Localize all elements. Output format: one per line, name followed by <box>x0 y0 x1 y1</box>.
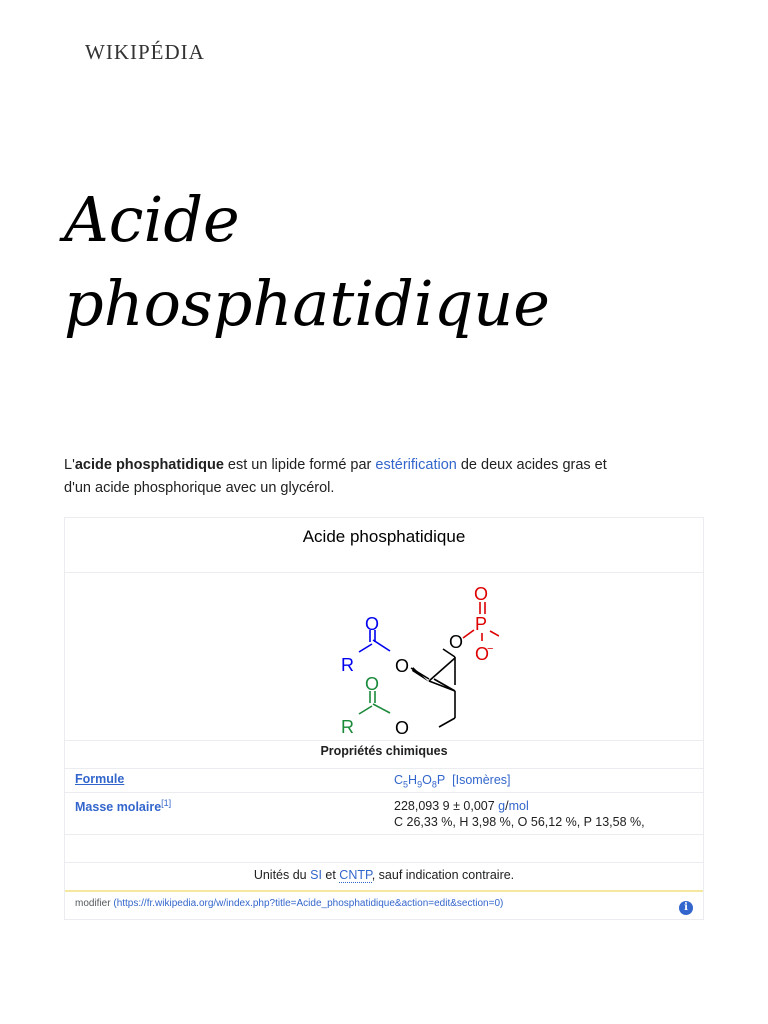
link-lipide[interactable]: lipide <box>271 457 306 473</box>
intro-text: L' <box>64 457 75 473</box>
atom-label: O <box>474 584 489 604</box>
link-esterification[interactable]: estérification <box>375 457 457 473</box>
units-note: Unités du SI et CNTP, sauf indication contraire. <box>65 862 703 892</box>
label-masse-molaire <box>75 798 171 814</box>
modifier-line <box>75 898 503 909</box>
link-si[interactable]: SI <box>310 868 322 882</box>
intro-text: avec un <box>221 480 281 496</box>
empty-row <box>65 834 703 863</box>
elemental-composition: C 26,33 %, H 3,98 %, O 56,12 %, P 13,58 %, <box>394 815 645 829</box>
atom-label: O <box>395 656 410 676</box>
modifier-label: modifier <box>75 898 114 909</box>
row-masse-molaire <box>65 792 703 835</box>
wedge-bond <box>412 667 429 682</box>
value-masse-molaire: 228,093 9 ± 0,007 g/mol C 26,33 %, H 3,98 %, O 56,12 %, P 13,58 %, <box>394 799 645 829</box>
reference-1[interactable]: [1] <box>161 798 172 808</box>
atom-label: O <box>365 614 380 634</box>
molecule-structure <box>65 572 703 741</box>
intro-paragraph <box>64 454 624 500</box>
row-formule <box>65 768 703 793</box>
link-masse-molaire[interactable]: Masse molaire <box>75 800 162 815</box>
atom-label: O <box>449 632 464 652</box>
page-title-line-2: phosphatidique <box>64 267 550 340</box>
infobox <box>64 517 704 920</box>
infobox-title: Acide phosphatidique <box>65 518 703 573</box>
link-isomeres[interactable]: [Isomères] <box>452 773 511 787</box>
link-cntp[interactable]: CNTP <box>339 868 372 882</box>
wikipedia-wordmark[interactable]: WIKIPÉDIA <box>85 40 205 64</box>
atom-label: O <box>475 644 490 664</box>
info-icon[interactable]: i <box>679 901 693 915</box>
section-header-chemical-properties: Propriétés chimiques <box>65 740 703 769</box>
atom-label: O <box>365 674 380 694</box>
intro-text: et d'un <box>64 457 607 496</box>
atom-label: O <box>395 718 410 738</box>
page-title-line-1: Acide <box>64 183 240 256</box>
value-formule <box>394 772 511 793</box>
label-formule[interactable]: Formule <box>75 772 125 786</box>
link-gram[interactable]: g <box>498 799 506 813</box>
charge-label: − <box>487 643 494 655</box>
intro-text: de deux <box>456 457 517 473</box>
atom-label: R <box>341 655 354 675</box>
link-formula[interactable]: $C_5H_9O_8P$ <box>394 773 446 790</box>
intro-text: formé par <box>305 457 376 473</box>
atom-label: R <box>341 717 354 737</box>
link-acides-gras[interactable]: acides gras <box>516 457 591 473</box>
link-glycerol[interactable]: glycérol <box>280 480 331 496</box>
link-mole[interactable]: mol <box>508 799 529 813</box>
modifier-link[interactable]: (https://fr.wikipedia.org/w/index.php?title=Acide_phosphatidique&action=edit&section=0) <box>113 898 504 909</box>
page-title <box>64 178 704 346</box>
intro-bold-term: acide phosphatidique <box>74 457 224 473</box>
intro-text: . <box>330 480 335 496</box>
link-acide-phosphorique[interactable]: acide phosphorique <box>95 480 222 496</box>
atom-label: P <box>475 614 488 634</box>
phosphatidic-acid-structure-diagram <box>279 578 499 738</box>
intro-text: est un <box>223 457 272 473</box>
